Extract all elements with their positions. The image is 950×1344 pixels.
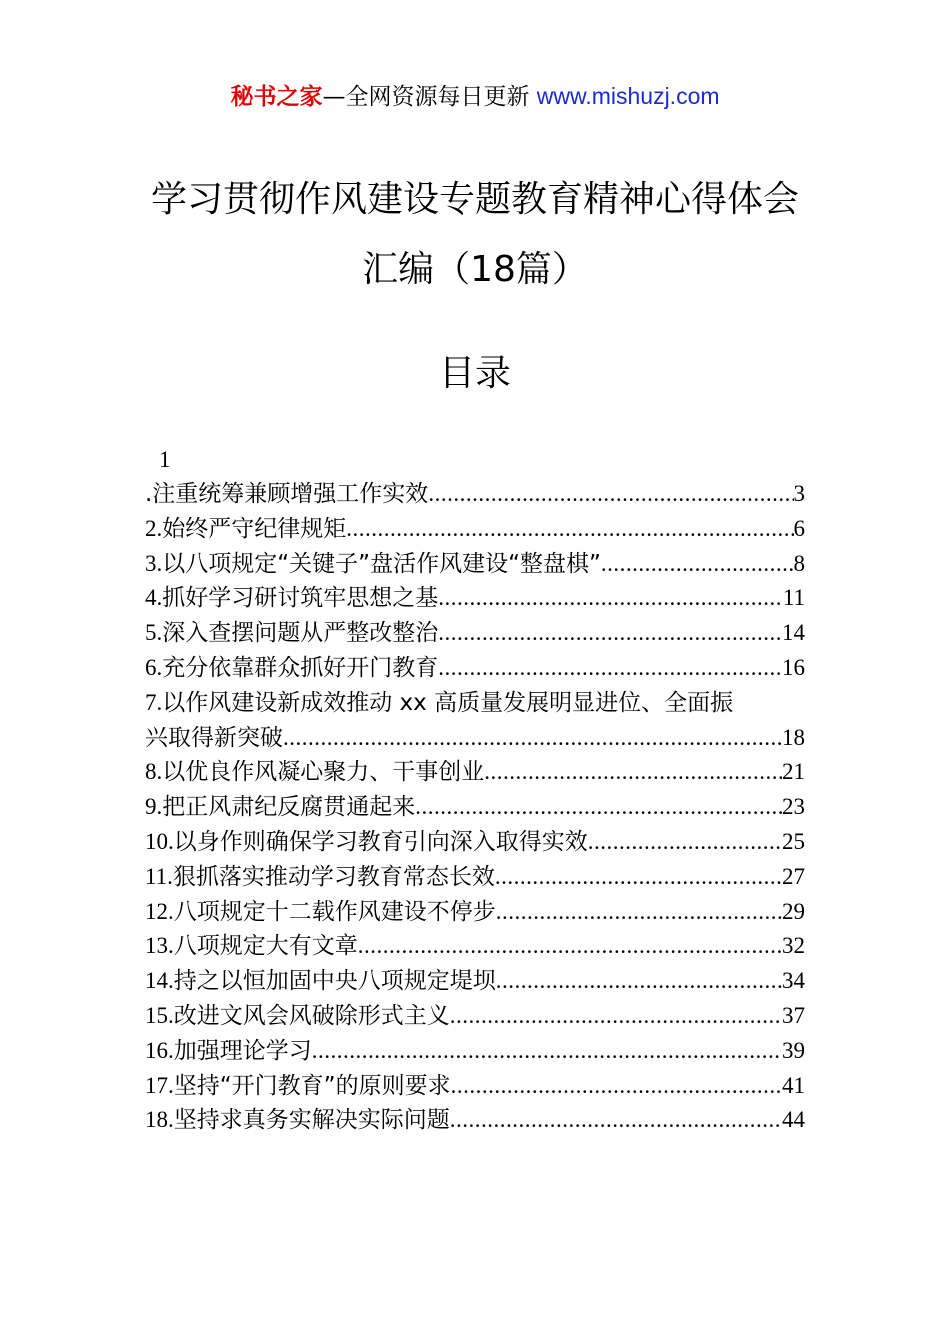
toc-entry-label: 充分依靠群众抓好开门教育 <box>162 654 439 681</box>
toc-entry-10[interactable] <box>145 825 805 860</box>
toc-entry-label: 持之以恒加固中央八项规定堤坝 <box>173 968 496 995</box>
toc-leader-dots <box>484 755 782 790</box>
document-title-line-1: 学习贯彻作风建设专题教育精神心得体会 <box>150 179 799 220</box>
toc-entry-number: 7. <box>145 689 163 715</box>
toc-entry-number: 12. <box>145 898 174 924</box>
toc-entry-13[interactable] <box>145 929 805 964</box>
toc-leader-dots <box>438 581 783 616</box>
toc-heading: 目录 <box>438 353 511 394</box>
toc-leader-dots <box>346 512 793 547</box>
toc-entry-number: 14. <box>145 968 174 994</box>
toc-entry-12[interactable] <box>145 895 805 930</box>
toc-entry-15[interactable] <box>145 999 805 1034</box>
toc-entry-page: 18 <box>782 724 805 750</box>
toc-entry-page: 41 <box>782 1072 805 1098</box>
toc-entry-number: 11. <box>145 863 173 889</box>
toc-entry-label: 加强理论学习 <box>173 1037 312 1064</box>
toc-entry-label: 抓好学习研讨筑牢思想之基 <box>162 585 439 612</box>
toc-leader-dots <box>428 477 793 512</box>
toc-leader-dots <box>450 1103 782 1138</box>
toc-first-number: 1 <box>159 447 171 472</box>
toc-entry-label: 坚持求真务实解决实际问题 <box>173 1107 450 1134</box>
toc-entry-number: 8. <box>145 759 163 785</box>
toc-entry-17[interactable] <box>145 1069 805 1104</box>
toc-entry-label: 狠抓落实推动学习教育常态长效 <box>172 863 495 890</box>
toc-leader-dots <box>283 721 782 756</box>
toc-entry-page: 23 <box>782 794 805 820</box>
toc-entry-page: 16 <box>782 654 805 680</box>
toc-entry-label: 把正风肃纪反腐贯通起来 <box>162 794 416 821</box>
toc-entry-14[interactable] <box>145 964 805 999</box>
toc-entry-9[interactable] <box>145 790 805 825</box>
toc-entry-page: 39 <box>782 1037 805 1063</box>
site-header <box>0 80 950 113</box>
toc-leader-dots <box>450 999 782 1034</box>
toc-entry-2[interactable] <box>145 512 805 547</box>
toc-entry-4[interactable] <box>145 581 805 616</box>
toc-entry-page: 3 <box>793 481 805 506</box>
toc-entry-6[interactable] <box>145 651 805 686</box>
toc-leader-dots <box>415 790 782 825</box>
toc-leader-dots <box>451 1069 782 1104</box>
toc-entry-label: 以优良作风凝心聚力、干事创业 <box>162 759 485 786</box>
toc-entry-1[interactable] <box>145 477 805 512</box>
toc-leader-dots <box>312 1034 782 1069</box>
toc-entry-number: 17. <box>145 1072 174 1098</box>
toc-leader-dots <box>495 860 782 895</box>
toc-entry-page: 44 <box>782 1107 805 1133</box>
toc-entry-number: 18. <box>145 1107 174 1133</box>
toc-entry-number: 5. <box>145 620 163 646</box>
toc-entry-number: 10. <box>145 828 174 854</box>
toc-leader-dots <box>601 547 794 582</box>
toc-leader-dots <box>496 895 782 930</box>
toc-leader-dots <box>438 616 782 651</box>
toc-entry-page: 37 <box>782 1002 805 1028</box>
toc-entry-number: 9. <box>145 794 163 820</box>
toc-entry-page: 27 <box>782 863 805 889</box>
toc-entry-label: 八项规定十二载作风建设不停步 <box>173 898 496 925</box>
toc-entry-16[interactable] <box>145 1034 805 1069</box>
toc-entry-page: 34 <box>782 968 805 994</box>
site-url-link[interactable]: www.mishuzj.com <box>536 83 720 109</box>
toc-entry-label: 始终严守纪律规矩 <box>162 515 347 542</box>
toc-entry-3[interactable] <box>145 547 805 582</box>
toc-entry-label: .注重统筹兼顾增强工作实效 <box>145 481 429 507</box>
toc-entry-7-line-1[interactable] <box>145 686 805 721</box>
toc-leader-dots <box>496 964 782 999</box>
toc-entry-number: 16. <box>145 1037 174 1063</box>
toc-entry-label: 以作风建设新成效推动 xx 高质量发展明显进位、全面振 <box>162 689 734 716</box>
toc-entry-page: 11 <box>782 585 805 611</box>
toc-entry-page: 29 <box>782 898 805 924</box>
toc-entry-label: 以八项规定“关键子”盘活作风建设“整盘棋” <box>162 550 601 577</box>
toc-entry-7-line-2[interactable] <box>145 721 805 756</box>
toc-entry-number: 3. <box>145 550 163 576</box>
site-slogan: —全网资源每日更新 <box>322 84 530 110</box>
toc-entry-page: 6 <box>793 515 805 541</box>
toc-leader-dots <box>588 825 782 860</box>
toc-entry-number: 2. <box>145 515 163 541</box>
toc-entry-8[interactable] <box>145 755 805 790</box>
toc-entry-number: 6. <box>145 654 163 680</box>
toc-leader-dots <box>358 929 782 964</box>
toc-entry-label: 坚持“开门教育”的原则要求 <box>173 1072 451 1099</box>
toc-entry-label-continued: 兴取得新突破 <box>145 724 283 751</box>
toc-entry-label: 八项规定大有文章 <box>173 933 358 960</box>
toc-entry-page: 32 <box>782 933 805 959</box>
table-of-contents <box>145 443 805 1138</box>
toc-entry-5[interactable] <box>145 616 805 651</box>
site-brand: 秘书之家 <box>230 84 323 110</box>
document-title-line-2: 汇编（18篇） <box>362 249 588 290</box>
toc-entry-page: 21 <box>782 759 805 785</box>
toc-entry-number: 4. <box>145 585 163 611</box>
toc-entry-label: 以身作则确保学习教育引向深入取得实效 <box>173 828 588 855</box>
toc-entry-page: 14 <box>782 620 805 646</box>
toc-entry-label: 深入查摆问题从严整改整治 <box>162 620 439 647</box>
toc-entry-number: 15. <box>145 1002 174 1028</box>
toc-entry-11[interactable] <box>145 860 805 895</box>
toc-leader-dots <box>438 651 782 686</box>
toc-entry-page: 8 <box>793 550 805 576</box>
toc-entry-number: 13. <box>145 933 174 959</box>
toc-entry-18[interactable] <box>145 1103 805 1138</box>
toc-entry-label: 改进文风会风破除形式主义 <box>173 1002 450 1029</box>
toc-entry-page: 25 <box>782 828 805 854</box>
